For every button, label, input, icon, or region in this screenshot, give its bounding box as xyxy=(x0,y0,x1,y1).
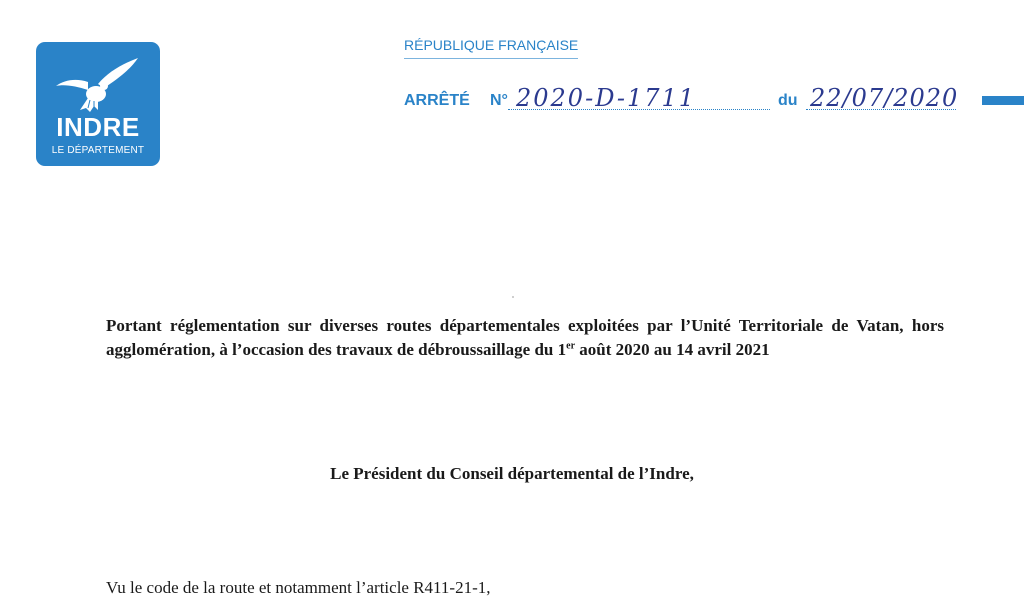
title-end-text: août 2020 au 14 avril 2021 xyxy=(575,340,770,359)
president-line: Le Président du Conseil départemental de l’Indre, xyxy=(330,464,694,483)
date-label: du xyxy=(778,92,798,109)
dove-icon xyxy=(54,56,142,112)
number-label: N° xyxy=(490,92,508,109)
header-accent-bar xyxy=(982,96,1024,105)
scan-speck xyxy=(512,296,514,298)
logo-name: INDRE xyxy=(56,112,140,142)
logo-subtitle: LE DÉPARTEMENT xyxy=(51,145,145,156)
arrete-title xyxy=(106,314,944,362)
title-main-text: Portant réglementation sur diverses routes départementales exploitées par l’Unité Territoriale de Vatan, hors agglomération, à l’occasion des travaux de débroussaillage du 1 xyxy=(106,316,944,359)
handwritten-arrete-date: 22/07/2020 xyxy=(810,84,959,112)
republique-heading: RÉPUBLIQUE FRANÇAISE xyxy=(404,36,578,59)
indre-logo xyxy=(36,42,160,166)
arrete-header-line xyxy=(404,84,964,118)
title-superscript: er xyxy=(566,340,576,352)
arrete-label: ARRÊTÉ xyxy=(404,92,470,109)
vu-clause: Vu le code de la route et notamment l’article R411-21-1, xyxy=(106,578,491,597)
handwritten-arrete-number: 2020-D-1711 xyxy=(516,84,697,112)
